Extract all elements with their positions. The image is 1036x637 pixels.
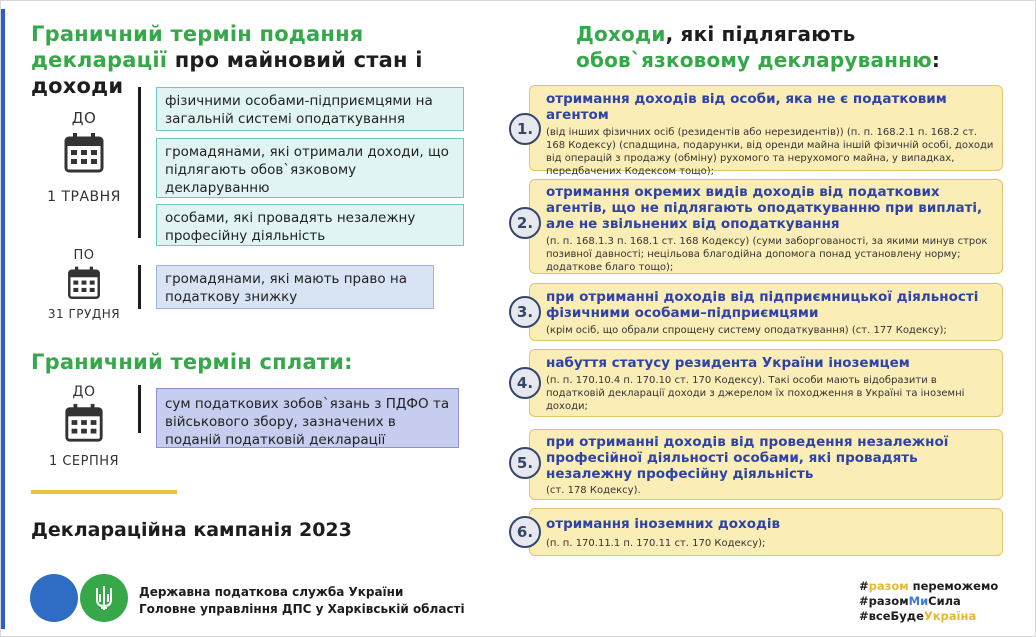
tax-service-logo	[30, 574, 78, 622]
item-number-badge: 1.	[509, 113, 541, 145]
calendar-icon	[63, 402, 105, 444]
income-item-heading: при отриманні доходів від проведення незалежної професійної діяльності особами, які провадять незалежну професійну діяльність	[546, 434, 949, 482]
trident-logo	[80, 574, 128, 622]
calendar-icon	[62, 131, 106, 175]
income-item-details: (п. п. 170.11.1 п. 170.11 ст. 170 Кодексу);	[546, 538, 766, 549]
income-item-heading: отримання доходів від особи, яка не є податковим агентом	[546, 91, 947, 123]
category-entrepreneurs: фізичними особами-підприємцями на загальній системі оподаткування	[156, 87, 464, 131]
deadline-date: 31 ГРУДНЯ	[47, 307, 121, 321]
item-number-badge: 6.	[509, 516, 541, 548]
item-number-badge: 5.	[509, 447, 541, 479]
payment-deadline-title: Граничний термін сплати:	[31, 350, 353, 374]
org-line2: Головне управління ДПС у Харківській області	[139, 602, 465, 616]
hashtag-part: Ми	[908, 594, 929, 608]
org-line1: Державна податкова служба України	[139, 585, 404, 599]
income-item-heading: набуття статусу резидента України іноземцем	[546, 355, 910, 371]
income-item-3	[529, 283, 1003, 341]
income-item-details: (ст. 178 Кодексу).	[546, 485, 641, 496]
deadline-prefix: ДО	[72, 384, 96, 400]
income-item-heading: отримання іноземних доходів	[546, 516, 781, 532]
income-item-6	[529, 508, 1003, 556]
trident-icon	[93, 584, 115, 612]
income-title-line2-green: обов`язковому декларуванню	[576, 48, 932, 72]
filing-title-line1: Граничний термін подання	[31, 22, 364, 46]
payment-obligations: сум податкових зобов`язань з ПДФО та військового збору, зазначених в поданій податковій декларації	[156, 388, 459, 448]
hashtag-part: #разом	[859, 594, 909, 608]
item-number-badge: 3.	[509, 296, 541, 328]
accent-underline	[31, 490, 177, 494]
campaign-title: Декларaційна кампанія 2023	[31, 519, 352, 541]
left-accent-bar	[1, 9, 5, 629]
filing-title-dark: про майновий стан і доходи	[31, 48, 423, 98]
deadline-aug-1	[39, 384, 129, 469]
category-citizens-income: громадянами, які отримали доходи, що підлягають обов`язковому декларуванню	[156, 138, 464, 198]
hashtag-part: Сила	[928, 594, 961, 608]
hashtag-part: переможемо	[908, 579, 999, 593]
category-tax-deduction: громадянами, які мають право на податкову знижку	[156, 265, 434, 309]
divider-line	[138, 265, 141, 309]
deadline-dec-31	[39, 248, 129, 321]
income-title-green: Доходи	[576, 22, 666, 46]
income-item-details: (крім осіб, що обрали спрощену систему оподаткування) (ст. 177 Кодексу);	[546, 325, 947, 336]
income-title	[576, 21, 1016, 73]
deadline-date: 1 ТРАВНЯ	[47, 189, 121, 205]
hashtag-part: Україна	[923, 609, 977, 623]
divider-line	[138, 87, 141, 238]
deadline-prefix: ПО	[73, 248, 95, 263]
deadline-prefix: ДО	[71, 109, 97, 127]
calendar-icon	[66, 265, 102, 301]
filing-title-green: декларації	[31, 48, 168, 72]
hashtag-part: разом	[868, 579, 909, 593]
item-number-badge: 4.	[509, 367, 541, 399]
income-title-line2-dark: :	[931, 48, 941, 72]
income-item-details: (п. п. 168.1.3 п. 168.1 ст. 168 Кодексу) (суми заборгованості, за якими минув строк позивної давності; нецільова благодійна допомога понад установлену норму; додаткове благо тощо);	[546, 236, 988, 273]
hashtag-part: #	[859, 579, 869, 593]
income-item-heading: при отриманні доходів від підприємницької діяльності фізичними особами–підприємцями	[546, 289, 979, 321]
income-item-heading: отримання окремих видів доходів від податкових агентів, що не підлягають оподаткуванню при виплаті, але не звільнених від оподаткування	[546, 184, 983, 232]
hashtag-part: #всеБуде	[859, 609, 924, 623]
income-item-details: (від інших фізичних осіб (резидентів або нерезидентів)) (п. п. 168.2.1 п. 168.2 ст. 168 Кодексу) (спадщина, подарунки, від оренди майна іншій фізичній особі, доходи від операцій з продажу (обміну) рухомого та нерухомого майна, у випадках, передбачених Кодексом тощо);	[546, 127, 994, 177]
income-item-4	[529, 349, 1003, 417]
item-number-badge: 2.	[509, 207, 541, 239]
income-item-1	[529, 85, 1003, 177]
deadline-date: 1 СЕРПНЯ	[48, 454, 120, 469]
income-item-details: (п. п. 170.10.4 п. 170.10 ст. 170 Кодексу). Такі особи мають відобразити в податковій декларації доходи з джерелом їх походження в Україні та іноземні доходи;	[546, 375, 965, 412]
hashtags	[859, 579, 998, 624]
income-item-2	[529, 179, 1003, 274]
income-item-5	[529, 429, 1003, 500]
deadline-may-1	[39, 109, 129, 205]
organization-name	[139, 584, 465, 618]
category-independent-professionals: особами, які провадять незалежну професійну діяльність	[156, 204, 464, 246]
divider-line	[138, 385, 141, 433]
income-title-dark: , які підлягають	[665, 22, 856, 46]
